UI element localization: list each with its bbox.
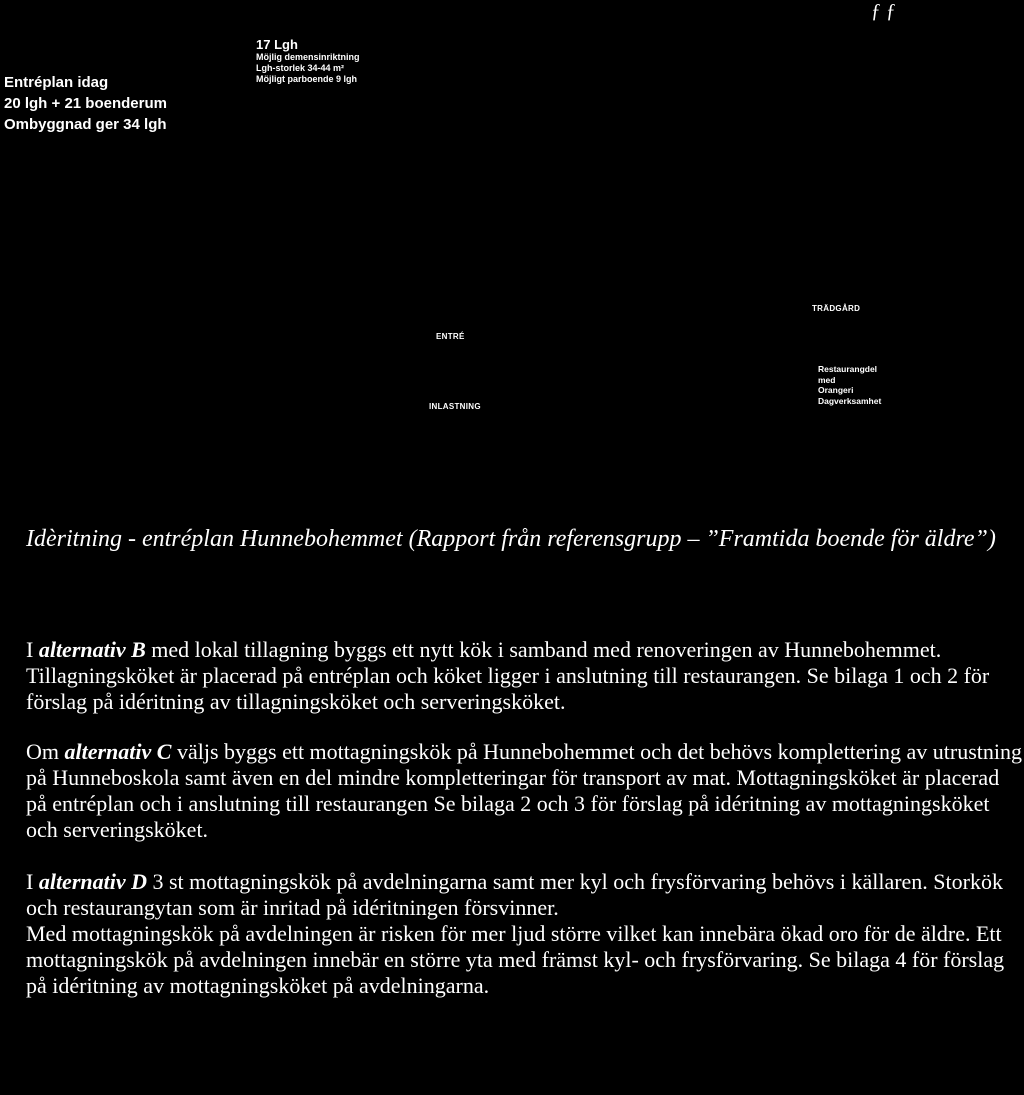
label-inlastning: INLASTNING [429,402,481,411]
body-text [26,637,1022,999]
prefix: I [26,869,39,894]
page-mark: ƒ ƒ [871,0,896,22]
restaurant-label [818,364,881,406]
info-line: Lgh-storlek 34-44 m² [256,63,345,73]
info-line: Möjligt parboende 9 lgh [256,74,357,84]
figure-caption: Idèritning - entréplan Hunnebohemmet (Rapport från referensgrupp – ”Framtida boende för äldre”) [26,526,996,552]
paragraph-text: med lokal tillagning byggs ett nytt kök i samband med renoveringen av Hunnebohemmet. Tillagningsköket är placerad på entréplan och köket ligger i anslutning till restaurangen. Se bilaga 1 och 2 för förslag på idéritning av tillagningsköket och serveringsköket. [26,637,990,714]
paragraph-text: väljs byggs ett mottagningskök på Hunnebohemmet och det behövs komplettering av utrustning på Hunneboskola samt även en del mindre kompletteringar för transport av mat. Mottagningsköket är placerad på entréplan och i anslutning till restaurangen Se bilaga 2 och 3 för förslag på idéritning av mottagningsköket och serveringsköket. [26,739,1022,842]
prefix: I [26,637,39,662]
info-line: Ombyggnad ger 34 lgh [4,116,167,133]
keyword: alternativ D [38,869,147,894]
restaurant-line: Restaurangdel [818,364,878,374]
current-floor-info [4,72,167,135]
label-entre: ENTRÉ [436,332,465,341]
info-line: Möjlig demensinriktning [256,52,360,62]
paragraph-alternative-c [26,739,1022,843]
keyword: alternativ C [64,739,172,764]
restaurant-line: med [818,374,836,385]
paragraph-alternative-d [26,869,1022,921]
restaurant-line: Orangeri [818,385,854,395]
label-tradgard: TRÄDGÅRD [812,304,861,313]
info-line: 20 lgh + 21 boenderum [4,95,167,112]
info-line: Entréplan idag [4,74,109,91]
paragraph-alternative-d-continued: Med mottagningskök på avdelningen är risken för mer ljud större vilket kan innebära ökad oro för de äldre. Ett mottagningskök på avdelningen innebär en större yta med främst kyl- och frysförvaring. Se bilaga 4 för förslag på idéritning av mottagningsköket på avdelningarna. [26,921,1005,998]
restaurant-line: Dagverksamhet [818,395,882,406]
paragraph-text: 3 st mottagningskök på avdelningarna samt mer kyl och frysförvaring behövs i källaren. Storkök och restaurangytan som är inritad på idéritningen försvinner. [26,869,1003,920]
prefix: Om [26,739,65,764]
apartment-info [256,38,360,85]
info-line: 17 Lgh [256,37,298,52]
keyword: alternativ B [38,637,146,662]
paragraph-alternative-b [26,637,1022,715]
